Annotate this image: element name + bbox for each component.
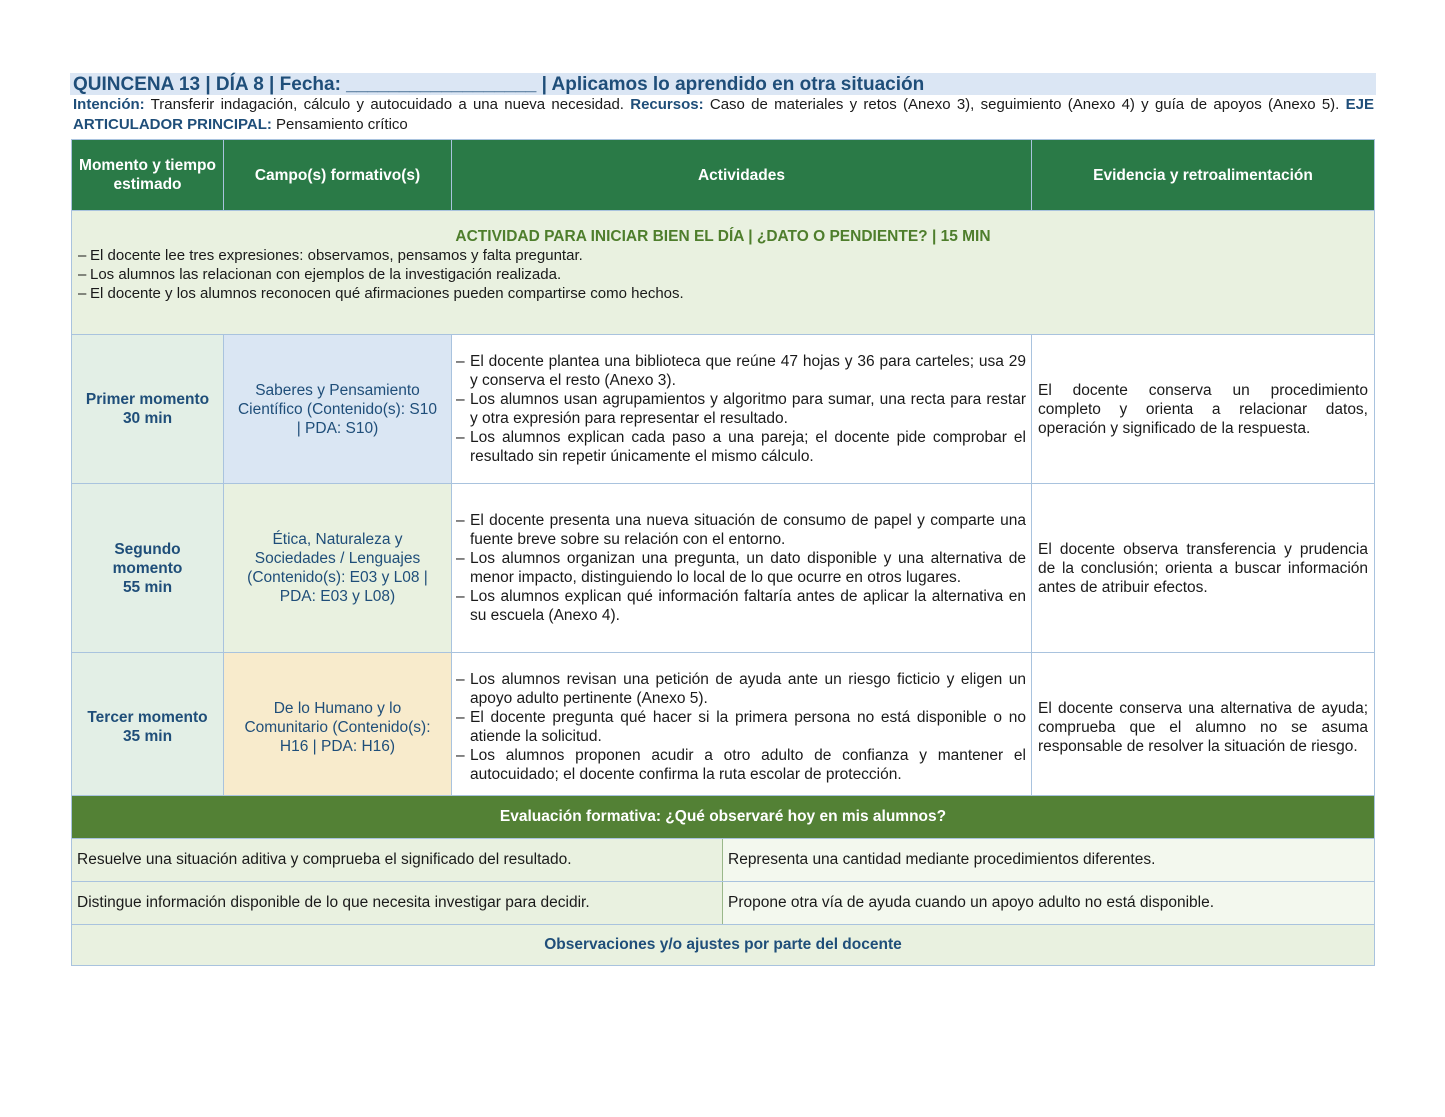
moment-name: Primer momento [85,391,210,408]
activities-list [456,511,1026,625]
list-item: – Los alumnos explican cada paso a una pareja; el docente pide comprobar el resultado sin repetir únicamente el mismo cálculo. [456,428,1026,466]
moment-cell [72,335,224,484]
moment-time: 55 min [122,578,173,596]
evidence-cell: El docente conserva una alternativa de ayuda; comprueba que el alumno no se asuma responsable de resolver la situación de riesgo. [1032,653,1375,802]
moment-cell [72,484,224,653]
table-row [72,882,1375,925]
list-item: – El docente lee tres expresiones: observamos, pensamos y falta preguntar. [78,246,1368,265]
campo-cell: Saberes y Pensamiento Científico (Contenido(s): S10 | PDA: S10) [224,335,452,484]
evaluation-title: Evaluación formativa: ¿Qué observaré hoy en mis alumnos? [72,796,1375,839]
resources-label: Recursos: [630,96,704,113]
evaluation-item: Propone otra vía de ayuda cuando un apoyo adulto no está disponible. [723,882,1375,925]
evaluation-item: Distingue información disponible de lo que necesita investigar para decidir. [72,882,723,925]
list-item: – Los alumnos revisan una petición de ayuda ante un riesgo ficticio y eligen un apoyo adulto pertinente (Anexo 5). [456,670,1026,708]
moment-name: Tercer momento [87,709,208,726]
header-activities: Actividades [452,140,1032,211]
start-activity-list [78,246,1368,303]
header-evidence: Evidencia y retroalimentación [1032,140,1375,211]
activities-cell [452,653,1032,802]
campo-cell: De lo Humano y lo Comunitario (Contenido(s): H16 | PDA: H16) [224,653,452,802]
list-item: – Los alumnos explican qué información faltaría antes de aplicar la alternativa en su escuela (Anexo 4). [456,587,1026,625]
evidence-cell: El docente observa transferencia y prudencia de la conclusión; orienta a buscar información antes de atribuir efectos. [1032,484,1375,653]
activities-list [456,352,1026,466]
evidence-cell: El docente conserva un procedimiento completo y orienta a relacionar datos, operación y significado de la respuesta. [1032,335,1375,484]
moment-name: Segundo momento [112,540,183,577]
activities-cell [452,484,1032,653]
evaluation-item: Representa una cantidad mediante procedimientos diferentes. [723,839,1375,882]
table-row [72,335,1375,484]
evaluation-header-row [72,796,1375,839]
list-item: – Los alumnos usan agrupamientos y algoritmo para sumar, una recta para restar y otra expresión para representar el resultado. [456,390,1026,428]
start-activity-title: ACTIVIDAD PARA INICIAR BIEN EL DÍA | ¿DATO O PENDIENTE? | 15 MIN [455,228,991,245]
list-item: – Los alumnos proponen acudir a otro adulto de confianza y mantener el autocuidado; el docente confirma la ruta escolar de protección. [456,746,1026,784]
list-item: – Los alumnos las relacionan con ejemplos de la investigación realizada. [78,265,1368,284]
table-row [72,653,1375,802]
list-item: – Los alumnos organizan una pregunta, un dato disponible y una alternativa de menor impacto, distinguiendo lo local de lo que ocurre en otros lugares. [456,549,1026,587]
axis-label: EJE ARTICULADOR PRINCIPAL: [73,96,1374,133]
table-row [72,484,1375,653]
list-item: – El docente y los alumnos reconocen qué afirmaciones pueden compartirse como hechos. [78,284,1368,303]
list-item: – El docente presenta una nueva situación de consumo de papel y comparte una fuente breve sobre su relación con el entorno. [456,511,1026,549]
activities-cell [452,335,1032,484]
lesson-intent [73,95,1374,134]
observations-title: Observaciones y/o ajustes por parte del docente [72,925,1375,966]
header-campo: Campo(s) formativo(s) [224,140,452,211]
moment-time: 30 min [122,410,173,427]
table-row [72,839,1375,882]
intention-text: Transferir indagación, cálculo y autocuidado a una nueva necesidad. [144,96,631,113]
axis-text: Pensamiento crítico [271,115,408,133]
lesson-plan-table [71,139,1375,802]
moment-time: 35 min [122,728,173,745]
list-item: – El docente plantea una biblioteca que reúne 47 hojas y 36 para carteles; usa 29 y conserva el resto (Anexo 3). [456,352,1026,390]
header-moment: Momento y tiempo estimado [72,140,224,211]
start-activity [72,211,1375,335]
activities-list [456,670,1026,784]
page-title: QUINCENA 13 | DÍA 8 | Fecha: __________________ | Aplicamos lo aprendido en otra situación [70,73,1376,95]
resources-text: Caso de materiales y retos (Anexo 3), seguimiento (Anexo 4) y guía de apoyos (Anexo 5). [703,96,1346,113]
table-header-row [72,140,1375,211]
start-activity-row [72,211,1375,335]
evaluation-table [71,795,1375,966]
evaluation-item: Resuelve una situación aditiva y comprueba el significado del resultado. [72,839,723,882]
list-item: – El docente pregunta qué hacer si la primera persona no está disponible o no atiende la solicitud. [456,708,1026,746]
intention-label: Intención: [73,96,145,113]
campo-cell: Ética, Naturaleza y Sociedades / Lenguajes (Contenido(s): E03 y L08 | PDA: E03 y L08) [224,484,452,653]
observations-row [72,925,1375,966]
moment-cell [72,653,224,802]
